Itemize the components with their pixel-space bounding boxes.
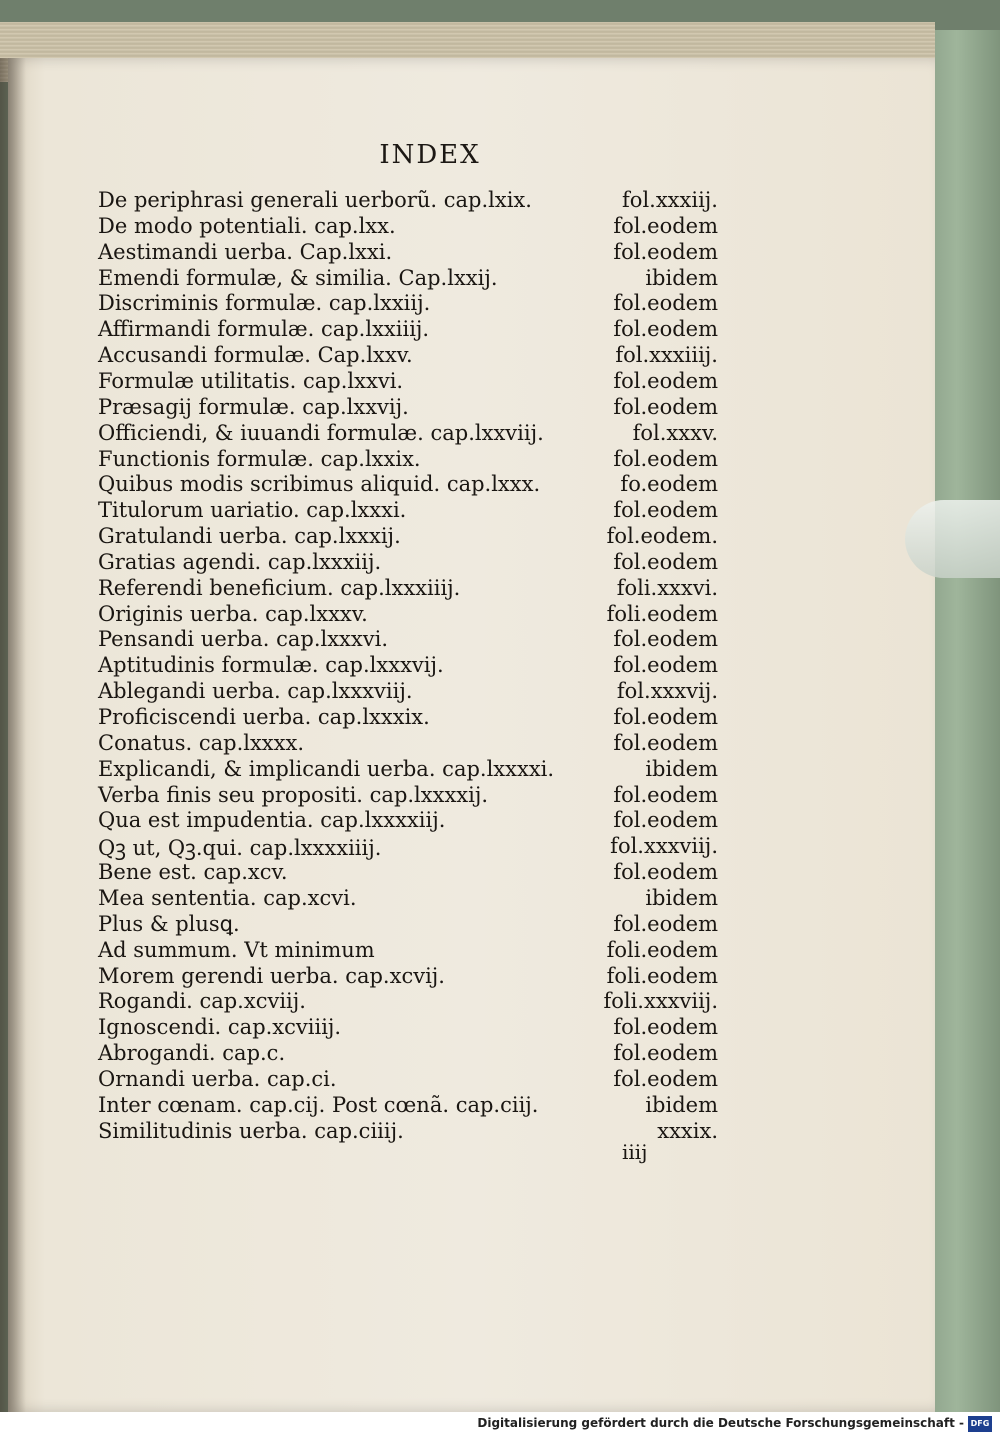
dfg-logo: DFG [968, 1416, 992, 1432]
index-entry [98, 1093, 718, 1119]
entry-folio: fol.eodem [613, 239, 718, 264]
index-entry [98, 395, 718, 421]
entry-title: Affirmandi formulæ. cap.lxxiiij. [98, 317, 430, 342]
entry-title: Proficiscendi uerba. cap.lxxxix. [98, 705, 430, 729]
index-entry [98, 447, 718, 473]
index-entry [98, 240, 718, 266]
entry-folio: fol.eodem [613, 730, 718, 755]
funding-credit: Digitalisierung gefördert durch die Deutsche Forschungsgemeinschaft - [477, 1416, 964, 1430]
index-entry [98, 912, 718, 938]
entry-folio: fol.eodem [613, 911, 718, 936]
entry-title: Inter cœnam. cap.cij. Post cœnã. cap.ciij. [98, 1092, 539, 1117]
index-entry [98, 757, 718, 783]
index-entry [98, 550, 718, 576]
entry-title: Pensandi uerba. cap.lxxxvi. [98, 627, 389, 652]
entry-folio: fol.eodem [613, 368, 718, 393]
entry-folio: fol.eodem [613, 549, 718, 574]
entry-folio: fol.eodem [613, 627, 718, 652]
index-entry [98, 369, 718, 395]
entry-folio: fol.eodem [613, 317, 718, 342]
index-entry [98, 938, 718, 964]
entry-folio: fol.eodem [613, 213, 718, 238]
entry-folio: fol.eodem [613, 446, 718, 471]
index-entry [98, 653, 718, 679]
index-entry [98, 188, 718, 214]
entry-folio: fol.xxxvij. [616, 679, 718, 704]
entry-folio: foli.eodem [606, 963, 718, 988]
entry-title: Formulæ utilitatis. cap.lxxvi. [98, 368, 404, 393]
index-entry [98, 602, 718, 628]
index-entry [98, 705, 718, 731]
entry-folio: fol.eodem [613, 498, 718, 523]
entry-title: Gratulandi uerba. cap.lxxxij. [98, 524, 401, 549]
entry-title: Officiendi, & iuuandi formulæ. cap.lxxviij. [98, 420, 544, 445]
entry-folio: fol.eodem [613, 782, 718, 807]
entry-title: De periphrasi generali uerborũ. cap.lxix. [98, 188, 532, 212]
entry-title: Ignoscendi. cap.xcviiij. [98, 1015, 342, 1040]
index-entry [98, 679, 718, 705]
entry-title: Ornandi uerba. cap.ci. [98, 1066, 337, 1091]
entry-title: Plus & plusꝗ. [98, 911, 240, 936]
index-entry [98, 627, 718, 653]
entry-folio: fo.eodem [620, 472, 718, 497]
entry-title: Præsagij formulæ. cap.lxxvij. [98, 394, 409, 419]
entry-title: Abrogandi. cap.c. [98, 1041, 286, 1066]
index-entry [98, 421, 718, 447]
index-entry [98, 886, 718, 912]
entry-folio: fol.xxxiij. [622, 188, 718, 212]
entry-title: Gratias agendi. cap.lxxxiij. [98, 549, 382, 574]
entry-title: Similitudinis uerba. cap.ciiij. [98, 1118, 404, 1143]
index-entry [98, 1067, 718, 1093]
entry-title: Functionis formulæ. cap.lxxix. [98, 446, 421, 471]
entry-title: Titulorum uariatio. cap.lxxxi. [98, 498, 407, 523]
entry-title: Explicandi, & implicandi uerba. cap.lxxxxi. [98, 756, 555, 781]
index-entry [98, 317, 718, 343]
entry-folio: foli.eodem [606, 601, 718, 626]
entry-title: Originis uerba. cap.lxxxv. [98, 601, 368, 626]
entry-folio: fol.eodem [613, 1015, 718, 1040]
entry-folio: fol.xxxiiij. [615, 343, 718, 368]
entry-folio: fol.eodem [613, 394, 718, 419]
book-cover-edge [928, 30, 1000, 1412]
entry-title: De modo potentiali. cap.lxx. [98, 213, 396, 238]
entry-folio: ibidem [645, 265, 718, 290]
footer-bar [0, 1412, 1000, 1438]
entry-title: Ablegandi uerba. cap.lxxxviij. [98, 679, 413, 704]
entry-folio: fol.eodem [613, 860, 718, 885]
entry-title: Verba finis seu propositi. cap.lxxxxij. [98, 782, 489, 807]
index-entry [98, 834, 718, 860]
spine-shadow [0, 58, 26, 1412]
index-entry [98, 214, 718, 240]
index-entry [98, 783, 718, 809]
index-entry [98, 576, 718, 602]
entry-title: Conatus. cap.lxxxx. [98, 730, 305, 755]
entry-folio: ibidem [645, 1092, 718, 1117]
entry-folio: foli.xxxviij. [603, 989, 718, 1014]
entry-title: Referendi beneficium. cap.lxxxiiij. [98, 575, 461, 600]
page-heading: INDEX [379, 140, 481, 170]
index-entry [98, 964, 718, 990]
entry-folio: ibidem [645, 885, 718, 910]
entry-title: Bene est. cap.xcv. [98, 860, 288, 885]
entry-title: Discriminis formulæ. cap.lxxiij. [98, 291, 431, 316]
entry-folio: fol.eodem [613, 653, 718, 678]
entry-folio: fol.eodem [613, 808, 718, 833]
index-entry [98, 472, 718, 498]
entry-folio: xxxix. [657, 1118, 718, 1143]
entry-title: Qꝫ ut, Qꝫ.qui. cap.lxxxxiiij. [98, 836, 382, 861]
index-entry [98, 266, 718, 292]
entry-folio: fol.xxxv. [632, 420, 718, 445]
entry-title: Aptitudinis formulæ. cap.lxxxvij. [98, 653, 444, 678]
entry-title: Accusandi formulæ. Cap.lxxv. [98, 343, 413, 368]
index-entry [98, 498, 718, 524]
clip-marker [905, 500, 1000, 578]
index-entry [98, 1041, 718, 1067]
entry-title: Emendi formulæ, & similia. Cap.lxxij. [98, 265, 498, 290]
index-entry [98, 731, 718, 757]
entry-title: Morem gerendi uerba. cap.xcvij. [98, 963, 445, 988]
index-entry [98, 524, 718, 550]
entry-folio: fol.eodem [613, 1066, 718, 1091]
index-entry [98, 808, 718, 834]
entry-folio: fol.eodem. [606, 524, 718, 549]
signature-mark: iiij [622, 1140, 648, 1164]
entry-title: Aestimandi uerba. Cap.lxxi. [98, 239, 393, 264]
entry-title: Rogandi. cap.xcviij. [98, 989, 306, 1014]
index-entry [98, 989, 718, 1015]
entry-title: Quibus modis scribimus aliquid. cap.lxxx. [98, 472, 541, 497]
entry-title: Ad summum. Vt minimum [98, 937, 375, 962]
entry-title: Qua est impudentia. cap.lxxxxiij. [98, 808, 446, 833]
entry-folio: fol.eodem [613, 291, 718, 316]
entry-folio: ibidem [645, 756, 718, 781]
index-entry [98, 343, 718, 369]
index-entry [98, 291, 718, 317]
entry-folio: fol.eodem [613, 705, 718, 729]
entry-title: Mea sententia. cap.xcvi. [98, 885, 357, 910]
entry-folio: fol.eodem [613, 1041, 718, 1066]
index-entry [98, 1015, 718, 1041]
index-entry [98, 860, 718, 886]
entry-folio: foli.eodem [606, 937, 718, 962]
entry-folio: foli.xxxvi. [616, 575, 718, 600]
entry-folio: fol.xxxviij. [610, 834, 718, 859]
